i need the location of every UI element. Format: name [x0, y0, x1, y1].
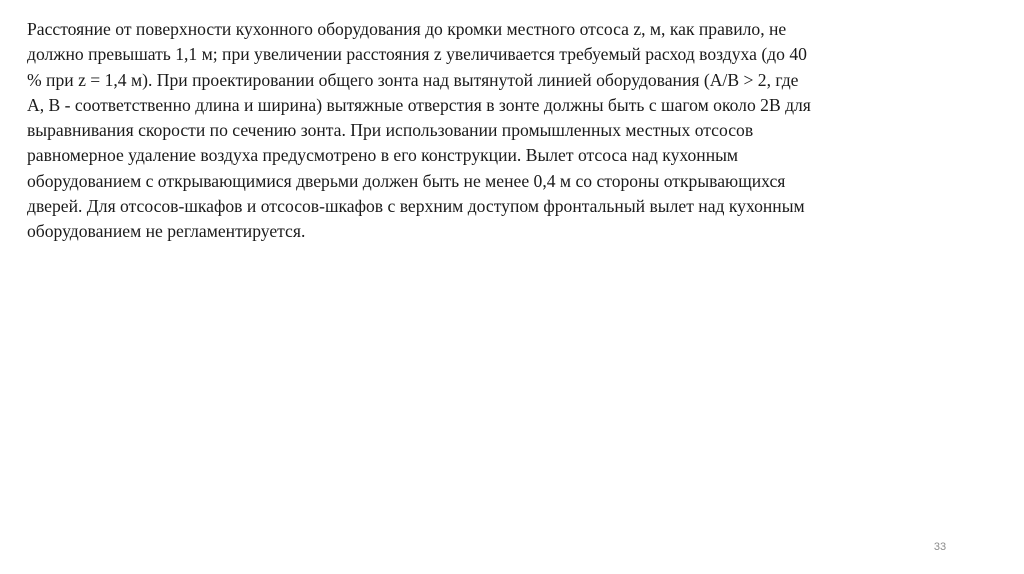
body-paragraph — [27, 17, 1002, 245]
paragraph-line: оборудованием не регламентируется. — [27, 221, 306, 242]
paragraph-line: выравнивания скорости по сечению зонта. При использовании промышленных местных отсосов — [27, 120, 754, 141]
paragraph-line: А, В - соответственно длина и ширина) вытяжные отверстия в зонте должны быть с шагом около 2В для — [27, 94, 811, 115]
paragraph-line: должно превышать 1,1 м; при увеличении расстояния z увеличивается требуемый расход воздуха (до 40 — [27, 44, 807, 65]
paragraph-line: дверей. Для отсосов-шкафов и отсосов-шкафов с верхним доступом фронтальный вылет над кухонным — [27, 196, 805, 217]
paragraph-line: Расстояние от поверхности кухонного оборудования до кромки местного отсоса z, м, как правило, не — [27, 19, 787, 39]
paragraph-line: равномерное удаление воздуха предусмотрено в его конструкции. Вылет отсоса над кухонным — [27, 145, 739, 166]
paragraph-line: % при z = 1,4 м). При проектировании общего зонта над вытянутой линией оборудования (А/В > 2, где — [27, 69, 799, 90]
paragraph-line: оборудованием с открывающимися дверьми должен быть не менее 0,4 м со стороны открывающихся — [27, 170, 786, 191]
page-number: 33 — [933, 541, 947, 553]
